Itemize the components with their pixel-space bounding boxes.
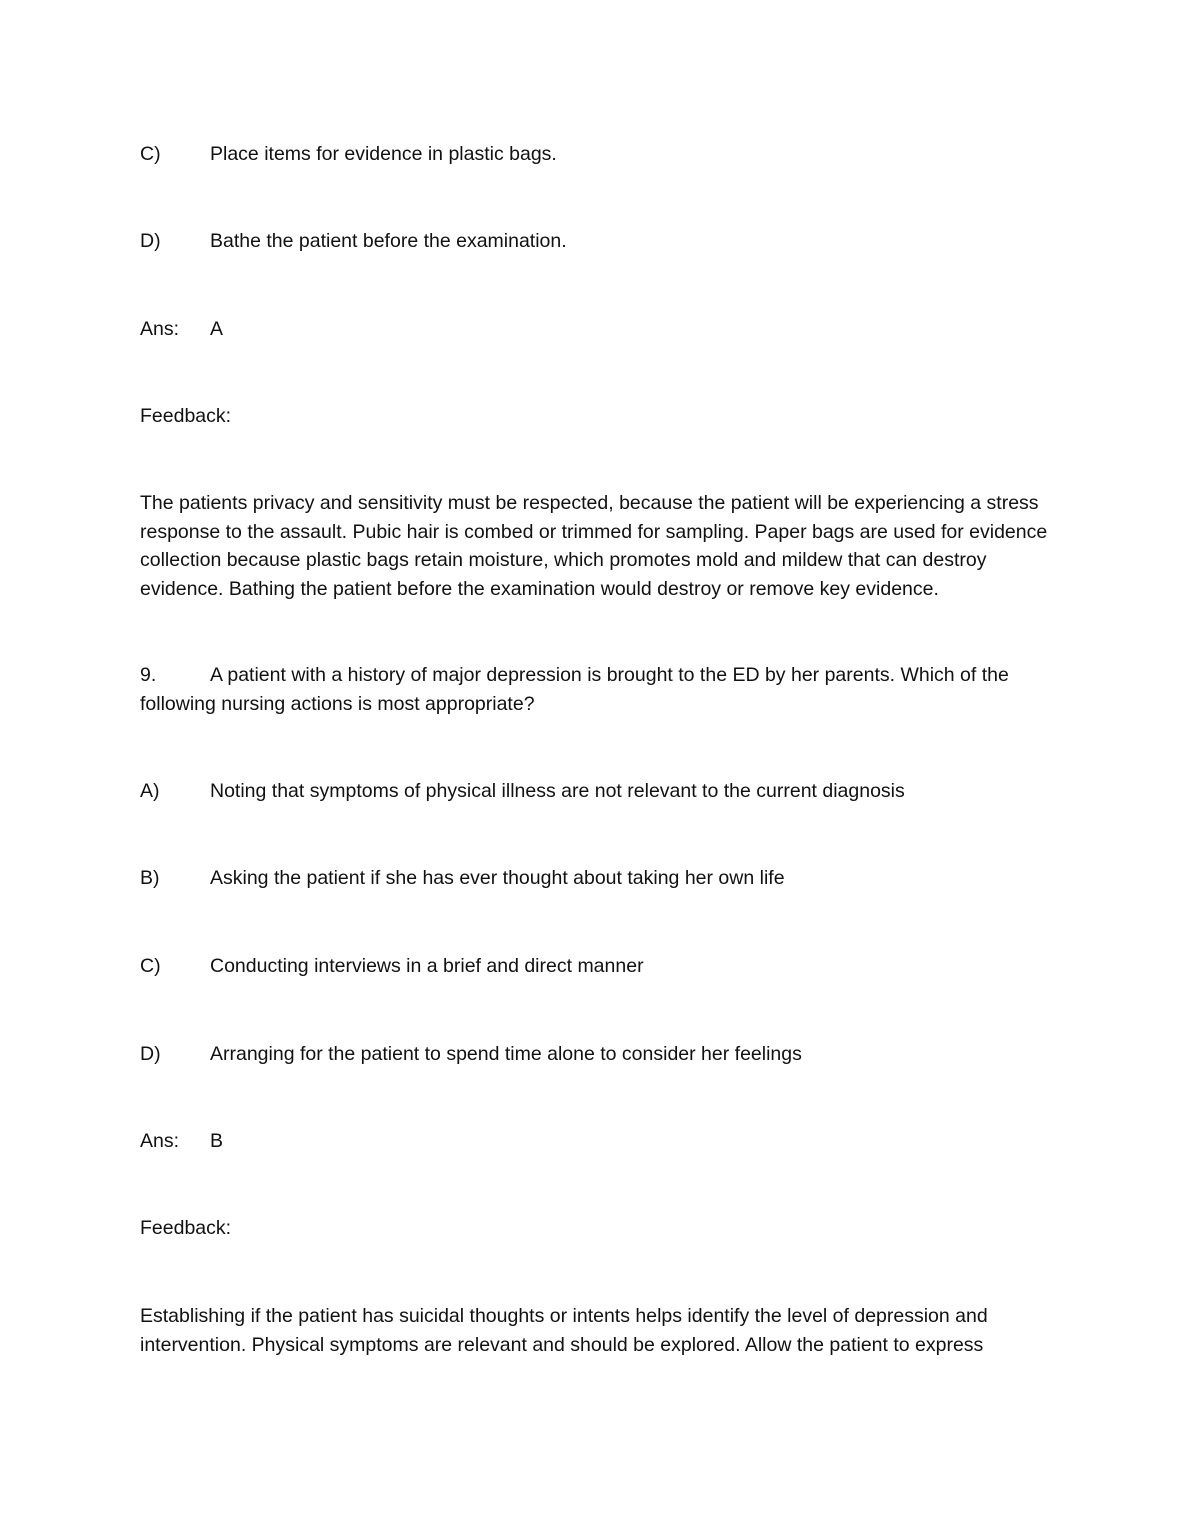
answer-line [140, 315, 223, 344]
feedback-text [140, 489, 1060, 603]
feedback-line: Establishing if the patient has suicidal thoughts or intents helps identify the level of depression and [140, 1305, 988, 1327]
option-letter: D) [140, 1043, 161, 1065]
option-a [140, 777, 905, 806]
feedback-line: evidence. Bathing the patient before the examination would destroy or remove key evidence. [140, 577, 939, 600]
question-stem-line: following nursing actions is most appropriate? [140, 692, 535, 715]
question-number: 9. [140, 664, 157, 686]
option-letter: B) [140, 867, 160, 889]
option-d [140, 227, 567, 256]
option-text: Bathe the patient before the examination. [210, 230, 567, 252]
feedback-label: Feedback: [140, 1217, 232, 1239]
option-letter: C) [140, 955, 161, 977]
question-stem-line: A patient with a history of major depression is brought to the ED by her parents. Which of the [210, 664, 1009, 686]
option-c [140, 140, 557, 169]
option-letter: D) [140, 230, 161, 252]
answer-label: Ans: [140, 318, 180, 340]
option-text: Conducting interviews in a brief and direct manner [210, 955, 644, 977]
answer-value: A [210, 318, 224, 340]
feedback-text [140, 1302, 1060, 1359]
option-d [140, 1040, 802, 1069]
option-b [140, 864, 785, 893]
option-c [140, 952, 644, 981]
feedback-line: response to the assault. Pubic hair is combed or trimmed for sampling. Paper bags are used for evidence [140, 520, 1048, 543]
feedback-line: collection because plastic bags retain moisture, which promotes mold and mildew that can destroy [140, 549, 987, 571]
feedback-line: intervention. Physical symptoms are relevant and should be explored. Allow the patient to express [140, 1333, 984, 1356]
feedback-label: Feedback: [140, 405, 232, 427]
option-letter: C) [140, 143, 161, 165]
option-text: Noting that symptoms of physical illness are not relevant to the current diagnosis [210, 780, 905, 802]
answer-line [140, 1127, 223, 1156]
answer-label: Ans: [140, 1130, 180, 1152]
option-letter: A) [140, 780, 160, 802]
option-text: Arranging for the patient to spend time alone to consider her feelings [210, 1043, 802, 1065]
option-text: Place items for evidence in plastic bags. [210, 143, 557, 165]
feedback-line: The patients privacy and sensitivity must be respected, because the patient will be experiencing a stress [140, 492, 1039, 514]
option-text: Asking the patient if she has ever thought about taking her own life [210, 867, 785, 889]
answer-value: B [210, 1130, 224, 1152]
question-stem [140, 661, 1060, 718]
